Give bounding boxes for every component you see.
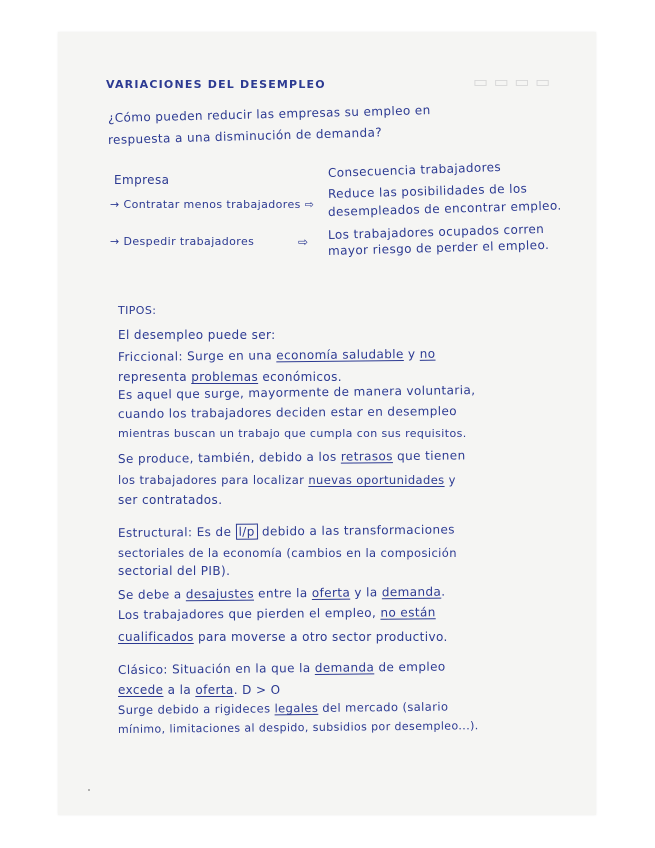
clasico-line-1: Clásico: Situación en la que la demanda de empleo: [117, 659, 446, 677]
row2-consecuencia-2: mayor riesgo de perder el empleo.: [327, 237, 550, 258]
row2-arrow: ⇨: [298, 235, 309, 249]
column-heading-empresa: Empresa: [114, 173, 170, 187]
row2-consecuencia-1: Los trabajadores ocupados corren: [327, 221, 545, 242]
friccional-line-6: Se produce, también, debido a los retrasos que tienen: [117, 448, 466, 466]
estructural-line-1: Estructural: Es de l/p debido a las transformaciones: [117, 522, 455, 540]
friccional-label: Friccional:: [117, 349, 183, 364]
estructural-line-3: sectorial del PIB).: [118, 564, 231, 578]
lp-boxed-note: l/p: [235, 524, 257, 540]
friccional-line-3: Es aquel que surge, mayormente de manera voluntaria,: [117, 383, 476, 402]
estructural-line-6: cualificados para moverse a otro sector productivo.: [118, 630, 448, 644]
estructural-label: Estructural:: [117, 525, 193, 540]
page-title: VARIACIONES DEL DESEMPLEO: [106, 78, 326, 91]
column-heading-consecuencia: Consecuencia trabajadores: [327, 159, 502, 180]
clasico-label: Clásico:: [117, 662, 168, 677]
row1-consecuencia-1: Reduce las posibilidades de los: [327, 181, 528, 201]
question-line-2: respuesta a una disminución de demanda?: [107, 125, 383, 147]
clasico-line-3: Surge debido a rigideces legales del mercado (salario: [117, 699, 449, 717]
notebook-page: [58, 32, 596, 815]
friccional-line-5: mientras buscan un trabajo que cumpla con sus requisitos.: [118, 427, 467, 440]
ink-speck: [88, 789, 90, 791]
clasico-line-2: excede a la oferta. D > O: [118, 683, 281, 697]
clasico-line-4: mínimo, limitaciones al despido, subsidios por desempleo...).: [117, 719, 479, 736]
estructural-line-5: Los trabajadores que pierden el empleo, no están: [117, 605, 436, 622]
friccional-line-2: representa problemas económicos.: [118, 370, 343, 384]
row2-empresa: → Despedir trabajadores: [110, 235, 255, 248]
question-line-1: ¿Cómo pueden reducir las empresas su empleo en: [107, 103, 431, 125]
row1-empresa: → Contratar menos trabajadores ⇨: [110, 198, 315, 211]
friccional-line-7: los trabajadores para localizar nuevas oportunidades y: [118, 473, 456, 487]
estructural-line-4: Se debe a desajustes entre la oferta y la demanda.: [117, 584, 446, 602]
row1-consecuencia-2: desempleados de encontrar empleo.: [327, 198, 562, 219]
estructural-line-2: sectoriales de la economía (cambios en la composición: [118, 546, 457, 560]
types-heading: TIPOS:: [118, 304, 157, 317]
bleed-through-mark: ▭ ▭ ▭ ▭: [473, 72, 551, 91]
types-intro: El desempleo puede ser:: [118, 328, 276, 342]
friccional-line-1: Friccional: Surge en una economía saludable y no: [117, 346, 436, 364]
friccional-line-4: cuando los trabajadores deciden estar en desempleo: [117, 404, 458, 421]
friccional-line-8: ser contratados.: [118, 493, 223, 507]
